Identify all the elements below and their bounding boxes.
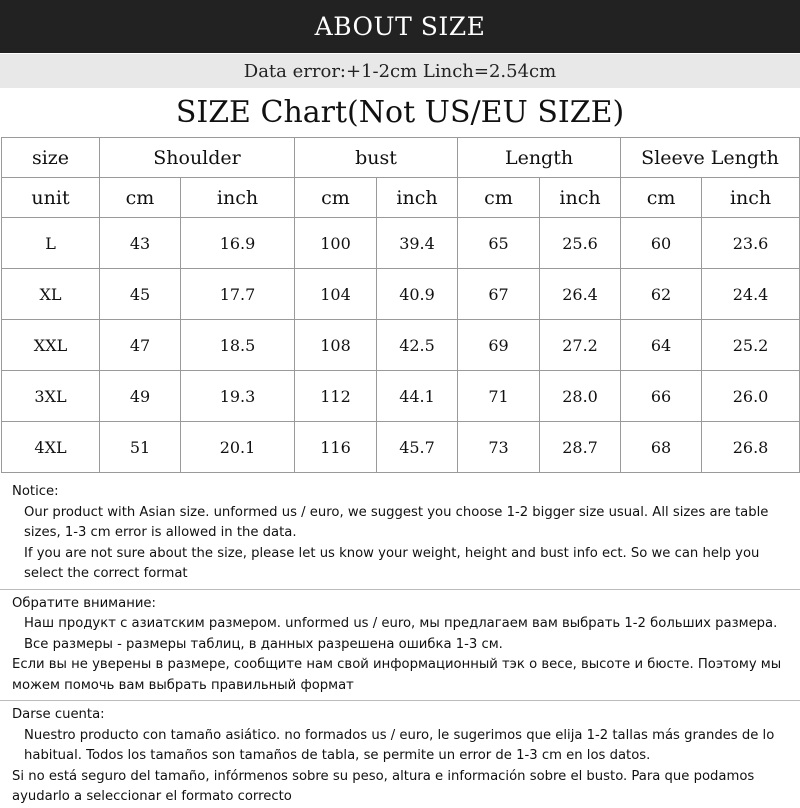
table-cell: 19.3: [181, 371, 295, 422]
table-cell: 100: [295, 218, 377, 269]
table-row: [2, 371, 800, 422]
header-shoulder: Shoulder: [100, 138, 295, 178]
data-error-bar: [0, 53, 800, 88]
size-table: [1, 137, 800, 473]
table-cell: 47: [100, 320, 181, 371]
table-cell: 26.4: [540, 269, 621, 320]
header-length: Length: [458, 138, 621, 178]
table-cell: 104: [295, 269, 377, 320]
unit-label: unit: [2, 178, 100, 218]
table-cell: 20.1: [181, 422, 295, 473]
table-cell: 112: [295, 371, 377, 422]
table-cell: 60: [621, 218, 702, 269]
header-bust: bust: [295, 138, 458, 178]
unit-row: [2, 178, 800, 218]
table-row: [2, 269, 800, 320]
table-cell: 45: [100, 269, 181, 320]
table-cell: 25.6: [540, 218, 621, 269]
table-cell: 73: [458, 422, 540, 473]
table-cell: 40.9: [377, 269, 458, 320]
divider: [0, 700, 800, 701]
banner-title: ABOUT SIZE: [314, 12, 486, 41]
table-cell: 64: [621, 320, 702, 371]
notice-es-paragraph-1: Nuestro producto con tamaño asiático. no formados us / euro, le sugerimos que elija 1-2 tallas más grandes de lo habitual. Todos los tamaños son tamaños de tabla, se permite un error de 1-3 cm en los datos.: [24, 727, 775, 763]
table-cell: 44.1: [377, 371, 458, 422]
table-cell: 71: [458, 371, 540, 422]
unit-cell: inch: [181, 178, 295, 218]
table-cell: 16.9: [181, 218, 295, 269]
divider: [0, 589, 800, 590]
size-cell: XXL: [2, 320, 100, 371]
size-chart-title: SIZE Chart(Not US/EU SIZE): [175, 94, 625, 130]
header-size: size: [2, 138, 100, 178]
table-cell: 25.2: [702, 320, 800, 371]
table-row: [2, 320, 800, 371]
table-cell: 27.2: [540, 320, 621, 371]
notice-es-heading: Darse cuenta:: [12, 707, 105, 722]
table-cell: 39.4: [377, 218, 458, 269]
table-cell: 45.7: [377, 422, 458, 473]
table-cell: 65: [458, 218, 540, 269]
table-cell: 62: [621, 269, 702, 320]
table-cell: 28.0: [540, 371, 621, 422]
table-row: [2, 218, 800, 269]
notice-en-heading: Notice:: [12, 484, 59, 499]
table-cell: 18.5: [181, 320, 295, 371]
size-cell: L: [2, 218, 100, 269]
unit-cell: inch: [377, 178, 458, 218]
table-cell: 24.4: [702, 269, 800, 320]
unit-cell: inch: [540, 178, 621, 218]
notice-en-paragraph-1: Our product with Asian size. unformed us / euro, we suggest you choose 1-2 bigger size usual. All sizes are table sizes, 1-3 cm error is allowed in the data.: [24, 504, 769, 540]
unit-cell: cm: [621, 178, 702, 218]
notice-ru-paragraph-2: Если вы не уверены в размере, сообщите нам свой информационный тэк о весе, высоте и бюсте. Поэтому мы можем помочь вам выбрать правильный формат: [12, 657, 782, 693]
about-size-banner: [0, 0, 800, 53]
table-cell: 43: [100, 218, 181, 269]
notice-ru-paragraph-1: Наш продукт с азиатским размером. unformed us / euro, мы предлагаем вам выбрать 1-2 больших размера. Все размеры - размеры таблиц, в данных разрешена ошибка 1-3 см.: [24, 616, 778, 652]
notice-ru-heading: Обратите внимание:: [12, 595, 156, 611]
table-cell: 66: [621, 371, 702, 422]
table-cell: 42.5: [377, 320, 458, 371]
unit-cell: cm: [295, 178, 377, 218]
table-cell: 17.7: [181, 269, 295, 320]
table-row: [2, 422, 800, 473]
table-cell: 23.6: [702, 218, 800, 269]
table-cell: 68: [621, 422, 702, 473]
table-cell: 51: [100, 422, 181, 473]
banner-subtitle: Data error:+1-2cm Linch=2.54cm: [243, 60, 557, 82]
unit-cell: inch: [702, 178, 800, 218]
table-cell: 108: [295, 320, 377, 371]
table-cell: 67: [458, 269, 540, 320]
unit-cell: cm: [458, 178, 540, 218]
table-cell: 49: [100, 371, 181, 422]
table-cell: 69: [458, 320, 540, 371]
size-cell: 4XL: [2, 422, 100, 473]
notice-es-paragraph-2: Si no está seguro del tamaño, infórmenos sobre su peso, altura e información sobre el busto. Para que podamos ayudarlo a seleccionar el formato correcto: [12, 768, 755, 804]
header-sleeve-length: Sleeve Length: [621, 138, 800, 178]
table-cell: 26.0: [702, 371, 800, 422]
table-cell: 26.8: [702, 422, 800, 473]
unit-cell: cm: [100, 178, 181, 218]
size-cell: XL: [2, 269, 100, 320]
header-row: [2, 138, 800, 178]
table-cell: 28.7: [540, 422, 621, 473]
size-cell: 3XL: [2, 371, 100, 422]
size-notices: [12, 482, 792, 808]
notice-en-paragraph-2: If you are not sure about the size, please let us know your weight, height and bust info ect. So we can help you select the correct format: [24, 545, 760, 581]
table-cell: 116: [295, 422, 377, 473]
